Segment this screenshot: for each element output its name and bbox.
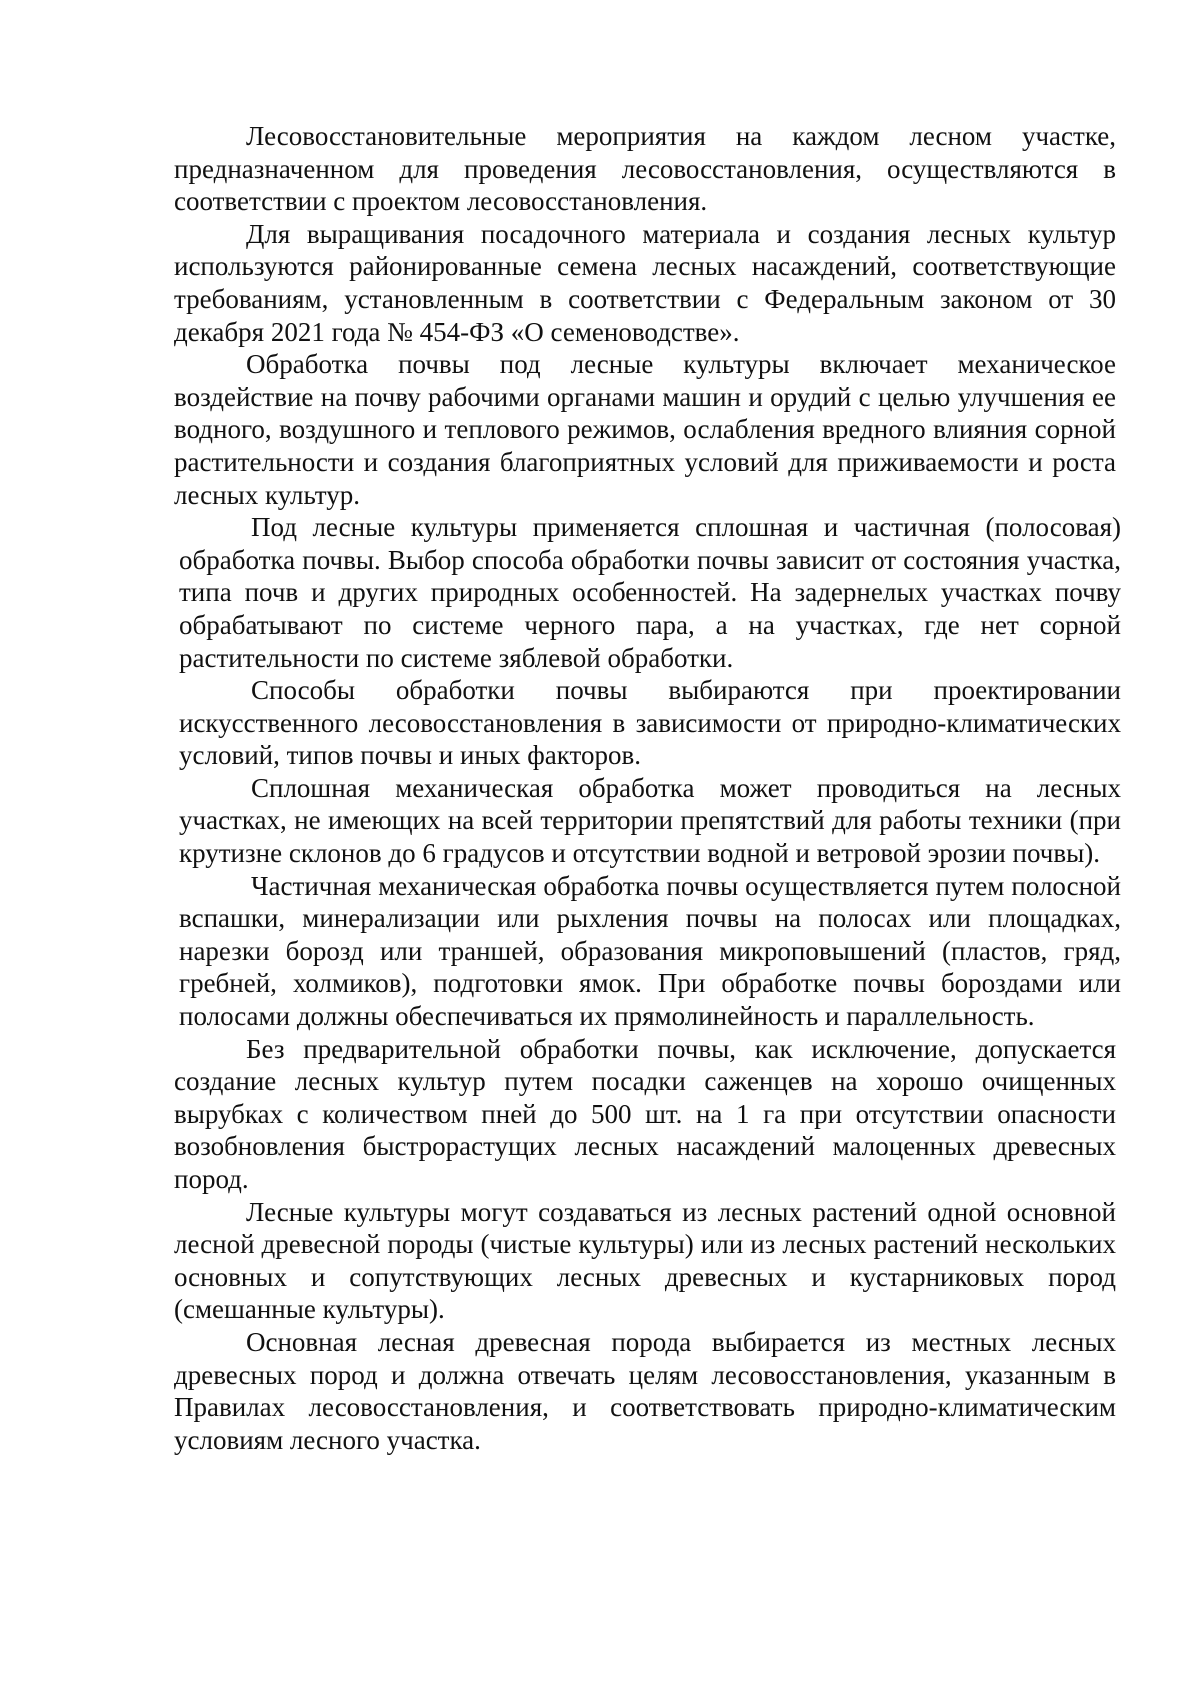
paragraph-4: Под лесные культуры применяется сплошная и частичная (полосовая) обработка почвы. Выбор способа обработки почвы зависит от состояния участка, типа почв и других природных особенностей. На задернелых участках почву обрабатывают по системе черного пара, а на участках, где нет сорной растительности по системе зяблевой обработки. <box>179 512 1121 673</box>
paragraph-7: Частичная механическая обработка почвы осуществляется путем полосной вспашки, минерализации или рыхления почвы на полосах или площадках, нарезки борозд или траншей, образования микроповышений (пластов, гряд, гребней, холмиков), подготовки ямок. При обработке почвы бороздами или полосами должны обеспечиваться их прямолинейность и параллельность. <box>179 870 1121 1032</box>
paragraph-6: Сплошная механическая обработка может проводиться на лесных участках, не имеющих на всей территории препятствий для работы техники (при крутизне склонов до 6 градусов и отсутствии водной и ветровой эрозии почвы). <box>179 772 1121 869</box>
paragraph-8: Без предварительной обработки почвы, как исключение, допускается создание лесных культур путем посадки саженцев на хорошо очищенных вырубках с количеством пней до 500 шт. на 1 га при отсутствии опасности возобновления быстрорастущих лесных насаждений малоценных древесных пород. <box>174 1033 1116 1194</box>
paragraph-1: Лесовосстановительные мероприятия на каждом лесном участке, предназначенном для проведения лесовосстановления, осуществляются в соответствии с проектом лесовосстановления. <box>174 121 1116 217</box>
paragraph-9: Лесные культуры могут создаваться из лесных растений одной основной лесной древесной породы (чистые культуры) или из лесных растений нескольких основных и сопутствующих лесных древесных и кустарниковых пород (смешанные культуры). <box>174 1196 1116 1325</box>
paragraph-10: Основная лесная древесная порода выбирается из местных лесных древесных пород и должна отвечать целям лесовосстановления, указанным в Правилах лесовосстановления, и соответствовать природно-климатическим условиям лесного участка. <box>174 1326 1116 1455</box>
paragraph-5: Способы обработки почвы выбираются при проектировании искусственного лесовосстановления в зависимости от природно-климатических условий, типов почвы и иных факторов. <box>179 675 1121 771</box>
document-page <box>174 120 1121 1456</box>
paragraph-2: Для выращивания посадочного материала и создания лесных культур используются районированные семена лесных насаждений, соответствующие требованиям, установленным в соответствии с Федеральным законом от 30 декабря 2021 года № 454-ФЗ «О семеноводстве». <box>174 218 1116 347</box>
paragraph-3: Обработка почвы под лесные культуры включает механическое воздействие на почву рабочими органами машин и орудий с целью улучшения ее водного, воздушного и теплового режимов, ослабления вредного влияния сорной растительности и создания благоприятных условий для приживаемости и роста лесных культур. <box>174 349 1116 510</box>
